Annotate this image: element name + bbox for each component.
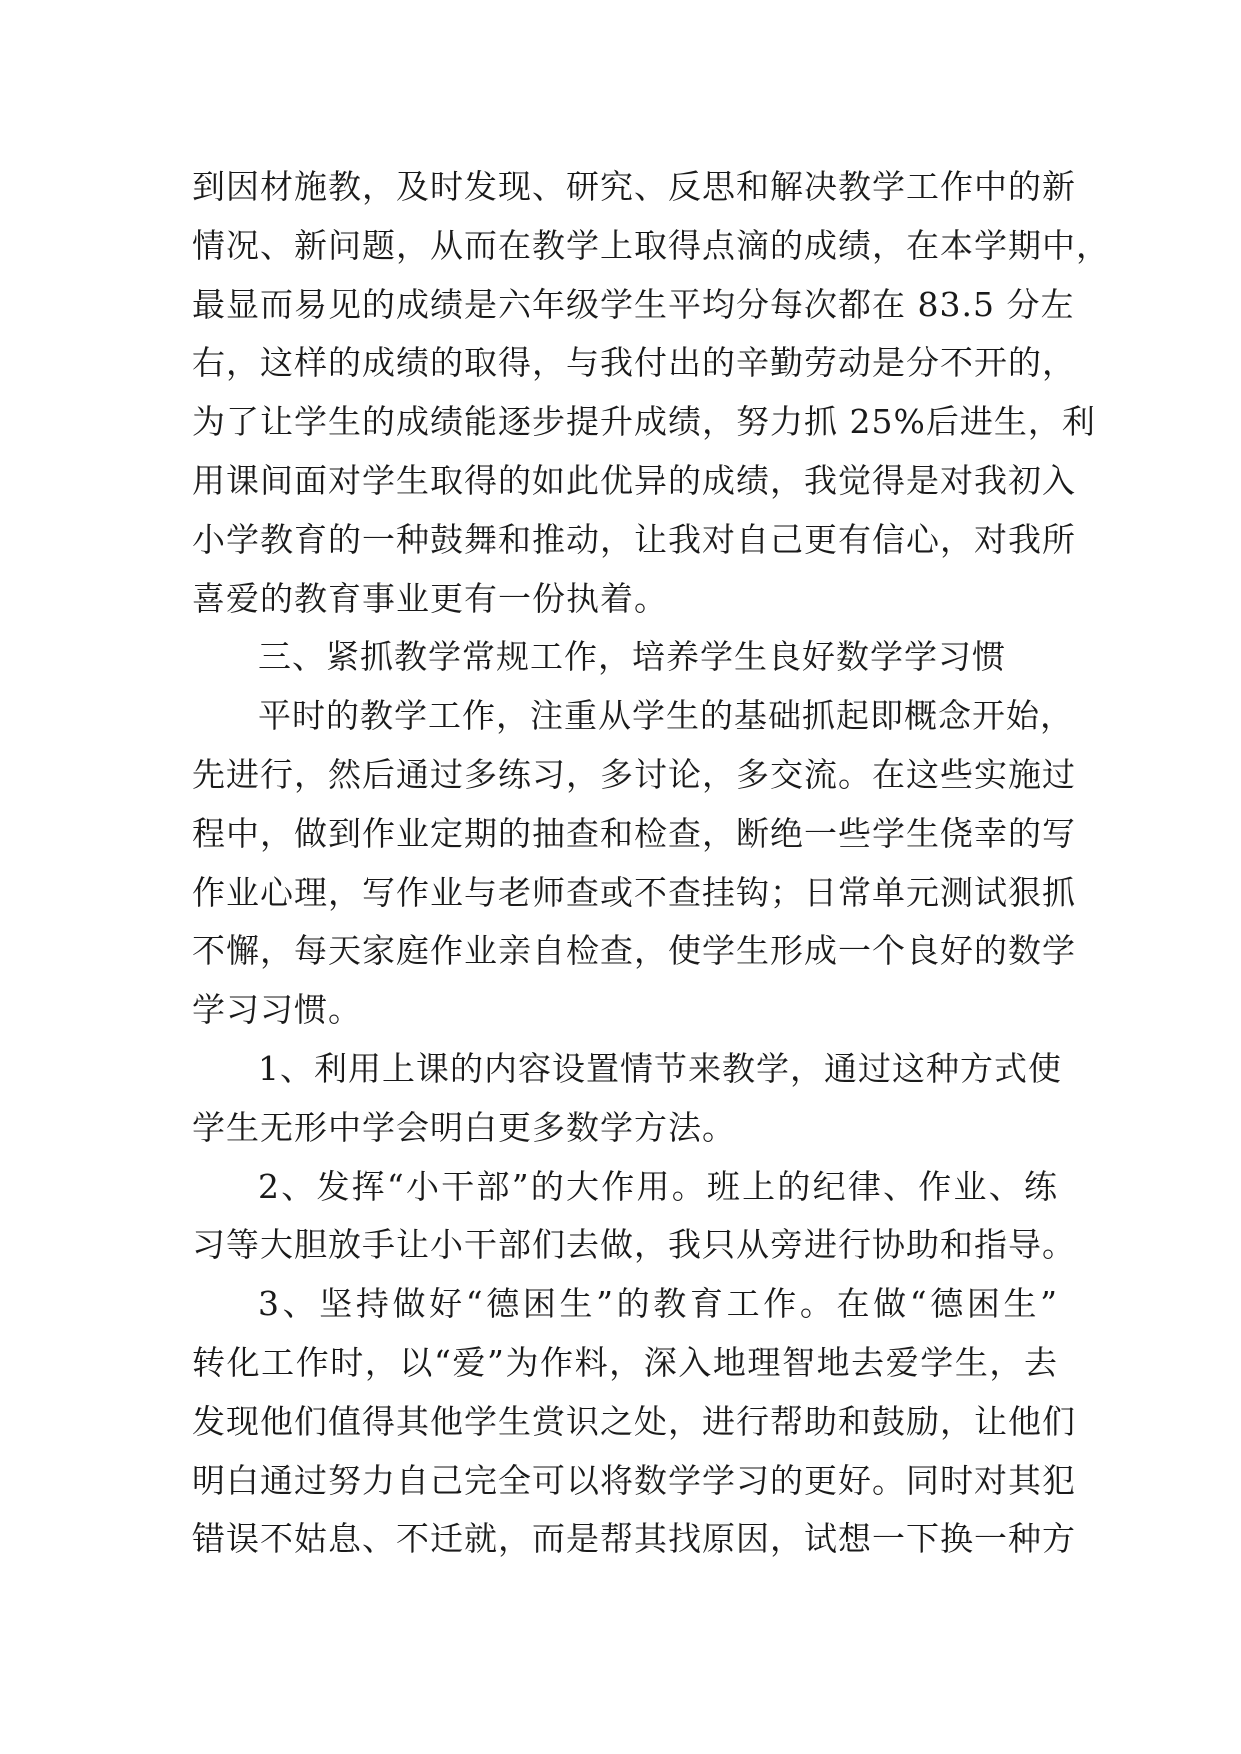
text-line: 习等大胆放手让小干部们去做，我只从旁进行协助和指导。 [192,1225,1076,1265]
text-line: 学生无形中学会明白更多数学方法。 [192,1107,736,1147]
text-line: 小学教育的一种鼓舞和推动，让我对自己更有信心，对我所 [192,519,1076,559]
text-line: 到因材施教，及时发现、研究、反思和解决教学工作中的新 [192,167,1076,206]
text-line: 喜爱的教育事业更有一份执着。 [192,578,668,618]
text-line: 明白通过努力自己完全可以将数学学习的更好。同时对其犯 [192,1460,1076,1500]
text-line: 不懈，每天家庭作业亲自检查，使学生形成一个良好的数学 [192,931,1076,971]
list-item-2: 2、发挥“小干部”的大作用。班上的纪律、作业、练 [258,1166,1058,1206]
text-line: 为了让学生的成绩能逐步提升成绩，努力抓 25%后进生，利 [192,402,1096,442]
text-line: 错误不姑息、不迁就，而是帮其找原因，试想一下换一种方 [192,1519,1076,1559]
body-text [192,158,1110,1569]
text-line: 情况、新问题，从而在教学上取得点滴的成绩，在本学期中， [192,225,1110,265]
text-line: 发现他们值得其他学生赏识之处，进行帮助和鼓励，让他们 [192,1401,1076,1441]
list-item-1: 1、利用上课的内容设置情节来教学，通过这种方式使 [258,1048,1062,1088]
text-line: 最显而易见的成绩是六年级学生平均分每次都在 83.5 分左 [192,284,1075,324]
text-line: 转化工作时，以“爱”为作料，深入地理智地去爱学生，去 [192,1342,1058,1382]
text-line: 学习习惯。 [192,990,362,1030]
text-line: 右，这样的成绩的取得，与我付出的辛勤劳动是分不开的， [192,343,1076,383]
text-line: 先进行，然后通过多练习，多讨论，多交流。在这些实施过 [192,754,1076,794]
text-line: 程中，做到作业定期的抽查和检查，断绝一些学生侥幸的写 [192,813,1076,853]
list-item-3: 3、坚持做好“德困生”的教育工作。在做“德困生” [258,1284,1058,1324]
section-heading: 三、紧抓教学常规工作，培养学生良好数学学习惯 [258,637,1006,677]
text-line: 用课间面对学生取得的如此优异的成绩，我觉得是对我初入 [192,460,1076,500]
text-line: 作业心理，写作业与老师查或不查挂钩；日常单元测试狠抓 [192,872,1076,912]
text-line: 平时的教学工作，注重从学生的基础抓起即概念开始， [258,696,1074,736]
